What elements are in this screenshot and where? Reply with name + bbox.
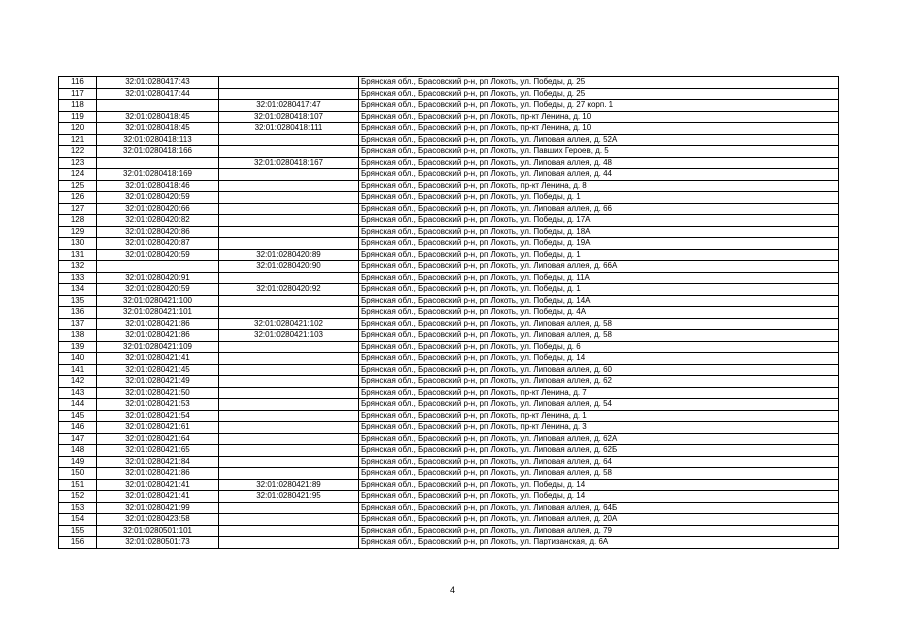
row-number-cell: 153 [59, 502, 97, 514]
linked-cadastral-number-cell: 32:01:0280420:92 [219, 284, 359, 296]
row-number-cell: 133 [59, 272, 97, 284]
cadastral-number-cell: 32:01:0280421:45 [97, 364, 219, 376]
table-row [59, 353, 839, 365]
linked-cadastral-number-cell: 32:01:0280421:102 [219, 318, 359, 330]
cadastral-number-cell: 32:01:0280418:45 [97, 123, 219, 135]
table-row [59, 146, 839, 158]
row-number-cell: 119 [59, 111, 97, 123]
row-number-cell: 128 [59, 215, 97, 227]
linked-cadastral-number-cell [219, 468, 359, 480]
table-row [59, 295, 839, 307]
table-row [59, 88, 839, 100]
linked-cadastral-number-cell [219, 399, 359, 411]
cadastral-number-cell: 32:01:0280423:58 [97, 514, 219, 526]
table-row [59, 445, 839, 457]
linked-cadastral-number-cell [219, 364, 359, 376]
address-cell: Брянская обл., Брасовский р-н, рп Локоть, ул. Липовая аллея, д. 79 [359, 525, 839, 537]
row-number-cell: 130 [59, 238, 97, 250]
address-cell: Брянская обл., Брасовский р-н, рп Локоть, пр-кт Ленина, д. 1 [359, 410, 839, 422]
address-cell: Брянская обл., Брасовский р-н, рп Локоть, ул. Победы, д. 19А [359, 238, 839, 250]
property-table [58, 76, 839, 549]
address-cell: Брянская обл., Брасовский р-н, рп Локоть, ул. Липовая аллея, д. 64 [359, 456, 839, 468]
address-cell: Брянская обл., Брасовский р-н, рп Локоть, ул. Победы, д. 1 [359, 249, 839, 261]
cadastral-number-cell: 32:01:0280418:45 [97, 111, 219, 123]
table-row [59, 238, 839, 250]
address-cell: Брянская обл., Брасовский р-н, рп Локоть, ул. Липовая аллея, д. 58 [359, 330, 839, 342]
table-row [59, 387, 839, 399]
linked-cadastral-number-cell [219, 215, 359, 227]
cadastral-number-cell: 32:01:0280421:54 [97, 410, 219, 422]
cadastral-number-cell: 32:01:0280417:44 [97, 88, 219, 100]
address-cell: Брянская обл., Брасовский р-н, рп Локоть, ул. Липовая аллея, д. 66 [359, 203, 839, 215]
linked-cadastral-number-cell [219, 295, 359, 307]
linked-cadastral-number-cell [219, 433, 359, 445]
address-cell: Брянская обл., Брасовский р-н, рп Локоть, ул. Липовая аллея, д. 54 [359, 399, 839, 411]
address-cell: Брянская обл., Брасовский р-н, рп Локоть, ул. Павших Героев, д. 5 [359, 146, 839, 158]
table-row [59, 111, 839, 123]
linked-cadastral-number-cell [219, 514, 359, 526]
row-number-cell: 132 [59, 261, 97, 273]
address-cell: Брянская обл., Брасовский р-н, рп Локоть, ул. Победы, д. 14 [359, 491, 839, 503]
linked-cadastral-number-cell [219, 376, 359, 388]
property-table-body [59, 77, 839, 549]
address-cell: Брянская обл., Брасовский р-н, рп Локоть, ул. Победы, д. 4А [359, 307, 839, 319]
table-row [59, 203, 839, 215]
cadastral-number-cell: 32:01:0280421:101 [97, 307, 219, 319]
table-row [59, 180, 839, 192]
cadastral-number-cell: 32:01:0280418:46 [97, 180, 219, 192]
row-number-cell: 116 [59, 77, 97, 89]
row-number-cell: 134 [59, 284, 97, 296]
table-row [59, 123, 839, 135]
cadastral-number-cell [97, 100, 219, 112]
table-row [59, 479, 839, 491]
address-cell: Брянская обл., Брасовский р-н, рп Локоть, ул. Победы, д. 14 [359, 353, 839, 365]
cadastral-number-cell: 32:01:0280421:49 [97, 376, 219, 388]
linked-cadastral-number-cell [219, 422, 359, 434]
cadastral-number-cell: 32:01:0280421:86 [97, 318, 219, 330]
cadastral-number-cell: 32:01:0280421:50 [97, 387, 219, 399]
row-number-cell: 149 [59, 456, 97, 468]
row-number-cell: 147 [59, 433, 97, 445]
table-row [59, 376, 839, 388]
linked-cadastral-number-cell: 32:01:0280418:111 [219, 123, 359, 135]
cadastral-number-cell: 32:01:0280418:113 [97, 134, 219, 146]
address-cell: Брянская обл., Брасовский р-н, рп Локоть, ул. Победы, д. 14А [359, 295, 839, 307]
row-number-cell: 121 [59, 134, 97, 146]
row-number-cell: 135 [59, 295, 97, 307]
row-number-cell: 123 [59, 157, 97, 169]
address-cell: Брянская обл., Брасовский р-н, рп Локоть, ул. Победы, д. 11А [359, 272, 839, 284]
cadastral-number-cell: 32:01:0280421:53 [97, 399, 219, 411]
cadastral-number-cell: 32:01:0280418:169 [97, 169, 219, 181]
address-cell: Брянская обл., Брасовский р-н, рп Локоть, ул. Липовая аллея, д. 58 [359, 318, 839, 330]
table-row [59, 537, 839, 549]
address-cell: Брянская обл., Брасовский р-н, рп Локоть, пр-кт Ленина, д. 7 [359, 387, 839, 399]
cadastral-number-cell: 32:01:0280417:43 [97, 77, 219, 89]
row-number-cell: 126 [59, 192, 97, 204]
linked-cadastral-number-cell [219, 134, 359, 146]
table-row [59, 422, 839, 434]
cadastral-number-cell: 32:01:0280420:59 [97, 249, 219, 261]
cadastral-number-cell: 32:01:0280421:41 [97, 491, 219, 503]
table-row [59, 157, 839, 169]
row-number-cell: 138 [59, 330, 97, 342]
linked-cadastral-number-cell [219, 192, 359, 204]
linked-cadastral-number-cell [219, 146, 359, 158]
row-number-cell: 143 [59, 387, 97, 399]
row-number-cell: 139 [59, 341, 97, 353]
address-cell: Брянская обл., Брасовский р-н, рп Локоть, пр-кт Ленина, д. 10 [359, 123, 839, 135]
table-row [59, 514, 839, 526]
address-cell: Брянская обл., Брасовский р-н, рп Локоть, ул. Липовая аллея, д. 52А [359, 134, 839, 146]
cadastral-number-cell: 32:01:0280501:73 [97, 537, 219, 549]
cadastral-number-cell: 32:01:0280420:59 [97, 284, 219, 296]
linked-cadastral-number-cell: 32:01:0280417:47 [219, 100, 359, 112]
table-row [59, 226, 839, 238]
row-number-cell: 156 [59, 537, 97, 549]
row-number-cell: 127 [59, 203, 97, 215]
table-row [59, 491, 839, 503]
address-cell: Брянская обл., Брасовский р-н, рп Локоть, ул. Победы, д. 18А [359, 226, 839, 238]
cadastral-number-cell [97, 261, 219, 273]
table-row [59, 364, 839, 376]
row-number-cell: 145 [59, 410, 97, 422]
cadastral-number-cell: 32:01:0280501:101 [97, 525, 219, 537]
row-number-cell: 146 [59, 422, 97, 434]
address-cell: Брянская обл., Брасовский р-н, рп Локоть, ул. Липовая аллея, д. 44 [359, 169, 839, 181]
address-cell: Брянская обл., Брасовский р-н, рп Локоть, ул. Липовая аллея, д. 62Б [359, 445, 839, 457]
address-cell: Брянская обл., Брасовский р-н, рп Локоть, ул. Липовая аллея, д. 60 [359, 364, 839, 376]
table-row [59, 100, 839, 112]
address-cell: Брянская обл., Брасовский р-н, рп Локоть, ул. Победы, д. 14 [359, 479, 839, 491]
cadastral-number-cell: 32:01:0280421:64 [97, 433, 219, 445]
row-number-cell: 122 [59, 146, 97, 158]
linked-cadastral-number-cell [219, 410, 359, 422]
cadastral-number-cell: 32:01:0280421:86 [97, 330, 219, 342]
row-number-cell: 142 [59, 376, 97, 388]
address-cell: Брянская обл., Брасовский р-н, рп Локоть, ул. Липовая аллея, д. 58 [359, 468, 839, 480]
table-row [59, 433, 839, 445]
table-row [59, 456, 839, 468]
row-number-cell: 141 [59, 364, 97, 376]
table-row [59, 169, 839, 181]
linked-cadastral-number-cell: 32:01:0280420:90 [219, 261, 359, 273]
linked-cadastral-number-cell: 32:01:0280421:95 [219, 491, 359, 503]
table-row [59, 399, 839, 411]
table-row [59, 284, 839, 296]
linked-cadastral-number-cell [219, 203, 359, 215]
table-row [59, 468, 839, 480]
row-number-cell: 154 [59, 514, 97, 526]
linked-cadastral-number-cell: 32:01:0280421:89 [219, 479, 359, 491]
linked-cadastral-number-cell [219, 88, 359, 100]
address-cell: Брянская обл., Брасовский р-н, рп Локоть, пр-кт Ленина, д. 10 [359, 111, 839, 123]
cadastral-number-cell: 32:01:0280421:100 [97, 295, 219, 307]
linked-cadastral-number-cell [219, 456, 359, 468]
row-number-cell: 124 [59, 169, 97, 181]
table-row [59, 307, 839, 319]
row-number-cell: 137 [59, 318, 97, 330]
address-cell: Брянская обл., Брасовский р-н, рп Локоть, ул. Липовая аллея, д. 48 [359, 157, 839, 169]
linked-cadastral-number-cell [219, 272, 359, 284]
row-number-cell: 118 [59, 100, 97, 112]
cadastral-number-cell [97, 157, 219, 169]
cadastral-number-cell: 32:01:0280420:59 [97, 192, 219, 204]
cadastral-number-cell: 32:01:0280421:41 [97, 353, 219, 365]
row-number-cell: 152 [59, 491, 97, 503]
cadastral-number-cell: 32:01:0280420:86 [97, 226, 219, 238]
address-cell: Брянская обл., Брасовский р-н, рп Локоть, пр-кт Ленина, д. 8 [359, 180, 839, 192]
linked-cadastral-number-cell [219, 77, 359, 89]
linked-cadastral-number-cell [219, 537, 359, 549]
row-number-cell: 136 [59, 307, 97, 319]
row-number-cell: 131 [59, 249, 97, 261]
table-row [59, 249, 839, 261]
linked-cadastral-number-cell [219, 387, 359, 399]
address-cell: Брянская обл., Брасовский р-н, рп Локоть, пр-кт Ленина, д. 3 [359, 422, 839, 434]
linked-cadastral-number-cell [219, 353, 359, 365]
cadastral-number-cell: 32:01:0280418:166 [97, 146, 219, 158]
linked-cadastral-number-cell: 32:01:0280418:167 [219, 157, 359, 169]
address-cell: Брянская обл., Брасовский р-н, рп Локоть, ул. Липовая аллея, д. 66А [359, 261, 839, 273]
table-row [59, 261, 839, 273]
cadastral-number-cell: 32:01:0280420:66 [97, 203, 219, 215]
linked-cadastral-number-cell [219, 180, 359, 192]
row-number-cell: 140 [59, 353, 97, 365]
cadastral-number-cell: 32:01:0280421:84 [97, 456, 219, 468]
cadastral-number-cell: 32:01:0280421:65 [97, 445, 219, 457]
row-number-cell: 129 [59, 226, 97, 238]
table-row [59, 318, 839, 330]
linked-cadastral-number-cell [219, 341, 359, 353]
linked-cadastral-number-cell [219, 307, 359, 319]
address-cell: Брянская обл., Брасовский р-н, рп Локоть, ул. Победы, д. 1 [359, 192, 839, 204]
linked-cadastral-number-cell [219, 502, 359, 514]
table-row [59, 134, 839, 146]
row-number-cell: 155 [59, 525, 97, 537]
address-cell: Брянская обл., Брасовский р-н, рп Локоть, ул. Липовая аллея, д. 62А [359, 433, 839, 445]
address-cell: Брянская обл., Брасовский р-н, рп Локоть, ул. Липовая аллея, д. 20А [359, 514, 839, 526]
cadastral-number-cell: 32:01:0280421:41 [97, 479, 219, 491]
cadastral-number-cell: 32:01:0280420:91 [97, 272, 219, 284]
linked-cadastral-number-cell: 32:01:0280421:103 [219, 330, 359, 342]
address-cell: Брянская обл., Брасовский р-н, рп Локоть, ул. Липовая аллея, д. 62 [359, 376, 839, 388]
linked-cadastral-number-cell [219, 525, 359, 537]
address-cell: Брянская обл., Брасовский р-н, рп Локоть, ул. Победы, д. 27 корп. 1 [359, 100, 839, 112]
row-number-cell: 148 [59, 445, 97, 457]
table-row [59, 330, 839, 342]
linked-cadastral-number-cell [219, 445, 359, 457]
page-number: 4 [449, 585, 455, 595]
row-number-cell: 120 [59, 123, 97, 135]
address-cell: Брянская обл., Брасовский р-н, рп Локоть, ул. Победы, д. 1 [359, 284, 839, 296]
cadastral-number-cell: 32:01:0280421:99 [97, 502, 219, 514]
cadastral-number-cell: 32:01:0280420:87 [97, 238, 219, 250]
row-number-cell: 150 [59, 468, 97, 480]
linked-cadastral-number-cell [219, 238, 359, 250]
table-row [59, 341, 839, 353]
cadastral-number-cell: 32:01:0280421:86 [97, 468, 219, 480]
table-row [59, 502, 839, 514]
cadastral-number-cell: 32:01:0280421:109 [97, 341, 219, 353]
linked-cadastral-number-cell: 32:01:0280420:89 [219, 249, 359, 261]
address-cell: Брянская обл., Брасовский р-н, рп Локоть, ул. Победы, д. 17А [359, 215, 839, 227]
address-cell: Брянская обл., Брасовский р-н, рп Локоть, ул. Победы, д. 25 [359, 77, 839, 89]
cadastral-number-cell: 32:01:0280420:82 [97, 215, 219, 227]
address-cell: Брянская обл., Брасовский р-н, рп Локоть, ул. Липовая аллея, д. 64Б [359, 502, 839, 514]
row-number-cell: 117 [59, 88, 97, 100]
linked-cadastral-number-cell: 32:01:0280418:107 [219, 111, 359, 123]
table-row [59, 410, 839, 422]
row-number-cell: 144 [59, 399, 97, 411]
linked-cadastral-number-cell [219, 226, 359, 238]
address-cell: Брянская обл., Брасовский р-н, рп Локоть, ул. Партизанская, д. 6А [359, 537, 839, 549]
cadastral-number-cell: 32:01:0280421:61 [97, 422, 219, 434]
address-cell: Брянская обл., Брасовский р-н, рп Локоть, ул. Победы, д. 25 [359, 88, 839, 100]
table-row [59, 192, 839, 204]
linked-cadastral-number-cell [219, 169, 359, 181]
table-row [59, 77, 839, 89]
table-row [59, 272, 839, 284]
table-row [59, 215, 839, 227]
address-cell: Брянская обл., Брасовский р-н, рп Локоть, ул. Победы, д. 6 [359, 341, 839, 353]
table-row [59, 525, 839, 537]
row-number-cell: 125 [59, 180, 97, 192]
row-number-cell: 151 [59, 479, 97, 491]
